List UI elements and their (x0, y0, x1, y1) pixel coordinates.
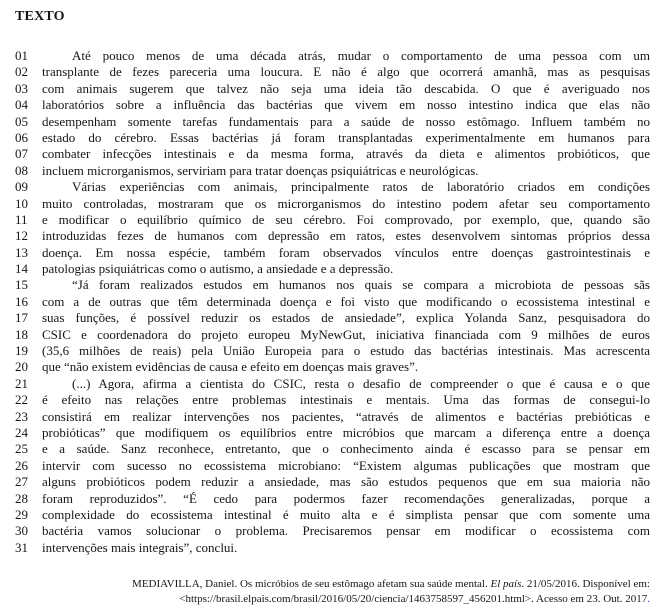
citation-line-1 (15, 577, 650, 592)
line-number: 04 (15, 97, 28, 113)
text-line-row (15, 179, 650, 195)
text-line-row (15, 376, 650, 392)
text-line-row (15, 409, 650, 425)
line-number: 30 (15, 523, 28, 539)
line-text: é efeito nas relações entre problemas intestinais e mentais. Uma das formas de consegui-lo (42, 392, 650, 408)
line-text: e modificar o equilíbrio químico de seu cérebro. Foi comprovado, por exemplo, que, quando são (42, 211, 650, 227)
line-text: consistirá em realizar intervenções nos pacientes, “através de alimentos e bactérias prebióticas e (42, 408, 650, 424)
line-text: foram reproduzidos”. “É cedo para podermos fazer recomendações generalizadas, porque a (42, 490, 650, 506)
line-text: incluem microrganismos, serviriam para tratar doenças psiquiátricas e neurológicas. (42, 162, 479, 178)
citation-final-period: . (647, 592, 650, 605)
line-number: 06 (15, 129, 28, 145)
line-number: 10 (15, 195, 28, 211)
text-line-row (15, 114, 650, 130)
line-number: 08 (15, 162, 28, 178)
line-text: doença. Em nossa espécie, também foram observados vínculos entre doenças gastrointestinais e (42, 244, 650, 260)
line-text: (35,6 milhões de reais) pela União Europeia para o estudo das bactérias intestinais. Mas acrescenta (42, 343, 650, 359)
line-number: 24 (15, 424, 28, 440)
text-line-row (15, 245, 650, 261)
line-number: 23 (15, 408, 28, 424)
line-number: 22 (15, 392, 28, 408)
text-line-row (15, 212, 650, 228)
text-line-row (15, 196, 650, 212)
citation-url-and-access: <https://brasil.elpais.com/brasil/2016/05/20/ciencia/1463758597_456201.html>. Acesso em 23. Out. 2017 (179, 592, 648, 605)
line-text: combater infecções intestinais e da mesma forma, através da dieta e alimentos probióticos, que (42, 146, 650, 162)
line-text: suas funções, é possível reduzir os estados de ansiedade”, explica Yolanda Sanz, pesquisadora do (42, 310, 650, 326)
line-text: Até pouco menos de uma década atrás, mudar o comportamento de uma pessoa com um (72, 48, 650, 63)
line-text: “Já foram realizados estudos em humanos nos quais se compara a microbiota de pessoas sãs (72, 277, 650, 293)
text-line-row (15, 146, 650, 162)
line-number: 11 (15, 211, 28, 227)
line-text: complexidade do ecossistema intestinal é muito alta e é simplista pensar que com somente uma (42, 506, 650, 522)
text-line-row (15, 97, 650, 113)
text-line-row (15, 523, 650, 539)
text-line-row (15, 343, 650, 359)
text-line-row (15, 228, 650, 244)
line-text: com a de outras que têm determinada doença e foi visto que modificando o ecossistema intestinal e (42, 293, 650, 309)
line-text: patologias psiquiátricas como o autismo, a ansiedade e a depressão. (42, 261, 394, 277)
text-line-row (15, 294, 650, 310)
line-number: 27 (15, 474, 28, 490)
line-number: 31 (15, 539, 28, 555)
text-line-row (15, 491, 650, 507)
line-number: 20 (15, 359, 28, 375)
line-number: 09 (15, 179, 28, 195)
line-number: 14 (15, 261, 28, 277)
line-number: 07 (15, 146, 28, 162)
line-number: 16 (15, 293, 28, 309)
text-line-row (15, 474, 650, 490)
line-number: 18 (15, 326, 28, 342)
citation-date-availability: . 21/05/2016. Disponível em: (521, 578, 650, 591)
text-line-row (15, 277, 650, 293)
text-line-row (15, 261, 650, 277)
citation (15, 577, 650, 606)
text-line-row (15, 48, 650, 64)
text-line-row (15, 441, 650, 457)
line-number: 25 (15, 441, 28, 457)
line-number: 02 (15, 64, 28, 80)
line-number: 26 (15, 457, 28, 473)
line-number: 17 (15, 310, 28, 326)
line-number: 03 (15, 80, 28, 96)
line-text: transplante de fezes pareceria uma loucura. E não é algo que ocorrerá amanhã, mas as pesquisas (42, 64, 650, 80)
line-text: intervir com sucesso no ecossistema microbiano: “Existem algumas publicações que mostram que (42, 457, 650, 473)
line-text: intervenções mais integrais”, conclui. (42, 539, 238, 555)
line-text: laboratórios sobre a influência das bactérias que vivem em nosso intestino indica que elas não (42, 97, 650, 113)
line-number: 29 (15, 506, 28, 522)
text-line-row (15, 130, 650, 146)
text-line-row (15, 64, 650, 80)
line-number: 15 (15, 277, 28, 293)
line-text: CSIC e coordenadora do projeto europeu MyNewGut, iniciativa financiada com 9 milhões de euros (42, 326, 650, 342)
line-number: 21 (15, 375, 28, 391)
text-line-row (15, 359, 650, 375)
citation-source-name: El país (490, 578, 522, 591)
line-text: alguns probióticos podem reduzir a ansiedade, mas são estudos pequenos que em sua maioria não (42, 474, 650, 490)
line-text: (...) Agora, afirma a cientista do CSIC, resta o desafio de compreender o que é causa e o que (72, 375, 650, 391)
text-body (15, 48, 650, 556)
line-text: bactéria vamos solucionar o problema. Precisaremos pensar em modificar o ecossistema com (42, 523, 650, 539)
citation-author-and-title: MEDIAVILLA, Daniel. Os micróbios de seu estômago afetam sua saúde mental. (132, 578, 491, 591)
text-line-row (15, 392, 650, 408)
line-number: 28 (15, 490, 28, 506)
line-text: e a saúde. Sanz reconhece, entretanto, que o conhecimento ainda é escasso para se pensar em (42, 441, 650, 457)
line-text: desempenham somente tarefas fundamentais para a saúde de nosso estômago. Influem também no (42, 113, 650, 129)
line-text: Várias experiências com animais, principalmente ratos de laboratório criados em condições (72, 179, 650, 195)
line-number: 12 (15, 228, 28, 244)
text-line-row (15, 458, 650, 474)
line-text: muito controladas, mostraram que os microrganismos do intestino podem afetar seu comportamento (42, 195, 650, 211)
text-line-row (15, 163, 650, 179)
page-title: TEXTO (15, 9, 65, 24)
line-number: 01 (15, 48, 28, 63)
text-line-row (15, 81, 650, 97)
text-line-row (15, 540, 650, 556)
text-line-row (15, 425, 650, 441)
line-text: probióticas” que modifiquem os equilíbrios entre micróbios que marcam a diferença entre a doença (42, 424, 650, 440)
text-line-row (15, 507, 650, 523)
line-text: com animais sugerem que talvez não seja uma ideia tão descabida. O que é averiguado nos (42, 80, 650, 96)
text-line-row (15, 327, 650, 343)
line-text: estado do cérebro. Essas bactérias já foram transplantadas experimentalmente em humanos para (42, 129, 650, 145)
citation-line-2 (15, 592, 650, 607)
text-line-row (15, 310, 650, 326)
line-text: introduzidas fezes de humanos com depressão em ratos, estes desenvolvem sintomas próprios dessa (42, 228, 650, 244)
line-text: que “não existem evidências de causa e efeito em doenças mais graves”. (42, 359, 419, 375)
line-number: 19 (15, 343, 28, 359)
line-number: 13 (15, 244, 28, 260)
line-number: 05 (15, 113, 28, 129)
